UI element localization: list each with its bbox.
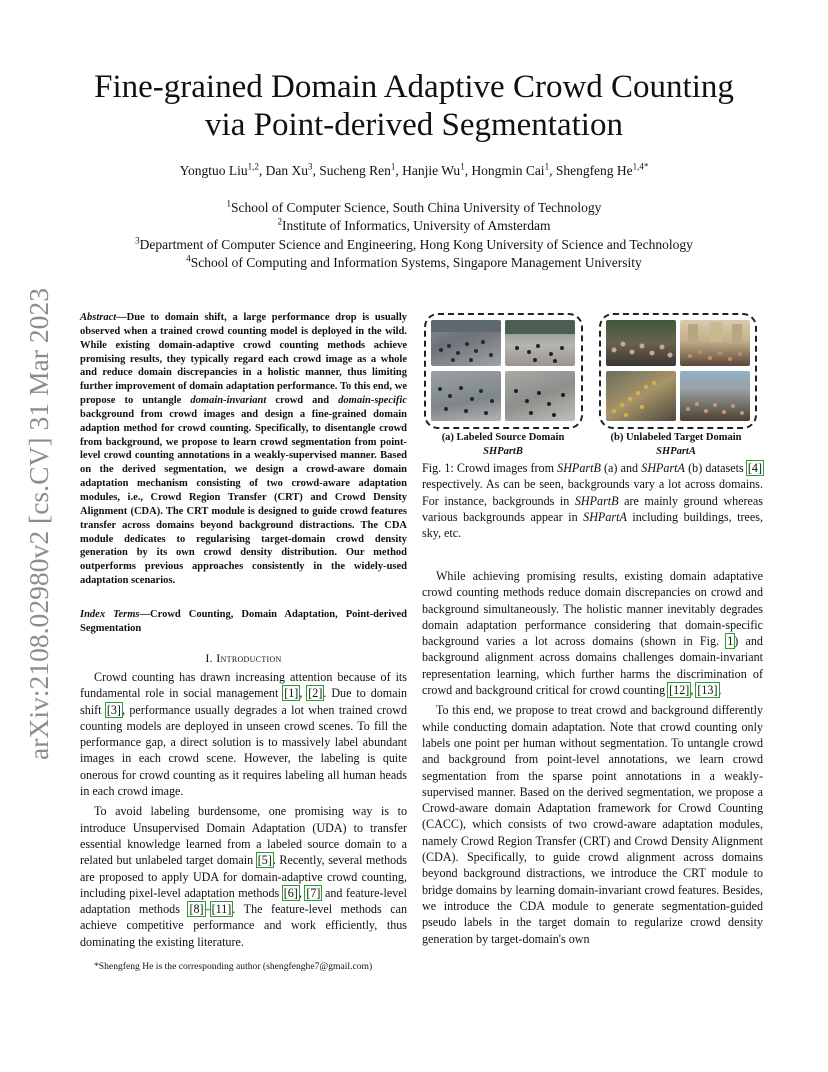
author: Sucheng Ren$^1$, bbox=[319, 161, 403, 178]
intro-left-column bbox=[80, 669, 407, 954]
crowd-image bbox=[505, 371, 575, 421]
title-line-1: Fine-grained Domain Adaptive Crowd Counting bbox=[94, 69, 734, 105]
citation-link[interactable]: [5] bbox=[257, 853, 272, 868]
figure-1 bbox=[422, 313, 763, 463]
section-heading-introduction: I. Introduction bbox=[205, 651, 282, 665]
crowd-image bbox=[680, 371, 750, 421]
index-terms: Index Terms—Crowd Counting, Domain Adaptation, Point-derived Segmentation bbox=[80, 609, 407, 634]
affiliation: $^3$Department of Computer Science and Engineering, Hong Kong University of Science and Technology bbox=[135, 235, 693, 252]
citation-link[interactable]: [1] bbox=[284, 686, 299, 701]
abstract-lead: Abstract bbox=[80, 312, 117, 323]
crowd-image bbox=[606, 320, 676, 366]
abstract: Abstract—Due to domain shift, a large performance drop is usually observed when a trained crowd counting model is deployed in the wild. While existing domain-adaptive crowd counting methods achieve promising results, they typically regard each crowd image as a whole and reduce domain discrepancies in a holistic manner, thus limiting further improvement of domain adaptation performance. To this end, we propose to untangle domain-invariant crowd and domain-specific background from crowd images and design a fine-grained domain adaption method for crowd counting. Specifically, to disentangle crowd from background, we propose to learn crowd segmentation from point-level crowd counting annotations in a weakly-supervised manner. Based on the derived segmentation, we design a crowd-aware domain adaptation mechanism consisting of two crowd-aware adaptation modules, i.e., Crowd Region Transfer (CRT) and Crowd Density Alignment (CDA). The CRT module is designed to guide crowd features transfer across domains beyond background distractions. The CDA module dedicates to regularising target-domain crowd density generation by its own crowd density distribution. Our method outperforms previous approaches consistently in the widely-used adaptation scenarios. bbox=[80, 312, 407, 587]
crowd-image bbox=[606, 371, 676, 421]
crowd-image bbox=[505, 320, 575, 366]
author-list bbox=[40, 162, 788, 180]
citation-link[interactable]: [2] bbox=[308, 686, 323, 701]
title-line-2: via Point-derived Segmentation bbox=[205, 107, 623, 143]
paragraph: To avoid labeling burdensome, one promising way is to introduce Unsupervised Domain Adaptation (UDA) to transfer essential knowledge learned from a labeled source domain to a related but unlabeled target domain [5]. Recently, several methods are proposed to apply UDA for domain-adaptive crowd counting, including pixel-level adaptation methods [6], [7] and feature-level adaptation methods [8]–[11]. The feature-level methods can achieve competitive performance and work efficiently, thus dominating the existing literature. bbox=[80, 804, 408, 949]
figure-link[interactable]: 1 bbox=[727, 634, 734, 649]
crowd-image bbox=[431, 371, 501, 421]
citation-link[interactable]: [13] bbox=[697, 683, 718, 698]
affiliation-list bbox=[40, 199, 788, 272]
arxiv-identifier[interactable] bbox=[18, 284, 58, 764]
affiliation: $^4$School of Computing and Information Systems, Singapore Management University bbox=[186, 253, 642, 270]
source-domain-image-group bbox=[424, 313, 583, 429]
target-domain-image-group bbox=[599, 313, 757, 429]
citation-link[interactable]: [11] bbox=[211, 902, 232, 917]
crowd-image bbox=[680, 320, 750, 366]
citation-link[interactable]: [6] bbox=[283, 885, 298, 900]
affiliation: $^2$Institute of Informatics, University of Amsterdam bbox=[277, 216, 551, 234]
intro-right-column bbox=[422, 568, 763, 951]
subfigure-caption-a: (a) Labeled Source Domain SHPartB bbox=[441, 432, 565, 457]
paragraph: While achieving promising results, existing domain adaptative crowd counting methods reduce domain discrepancies on crowd and background simultaneously. The holistic manner inevitably degrades domain adaptation performance considering that domain-specific background varies a lot across domains (shown in Fig. 1) and background alignment across domains challenges domain-invariant representation learning, which further harms the discrimination of crowd and background critical for crowd counting [12], [13]. bbox=[422, 569, 763, 698]
citation-link[interactable]: [4] bbox=[747, 461, 762, 475]
index-terms-lead: Index Terms bbox=[80, 609, 140, 620]
affiliation: $^1$School of Computer Science, South China University of Technology bbox=[226, 198, 602, 215]
citation-link[interactable]: [3] bbox=[106, 702, 121, 717]
paragraph: To this end, we propose to treat crowd and background differently while conducting domain adaptation. Note that crowd counting only labels one point per human without segmentation. To untangle crowd and background from point-level annotations, we learn crowd segmentation from the sparse point annotations in a weakly-supervised manner. Based on the derived segmentation, we propose a Crowd-aware domain Adaptation framework for Crowd Counting (CACC), which consists of two crowd-aware adaptation modules, namely Crowd Region Transfer (CRT) and Crowd Density Alignment (CDA). Specifically, to guide crowd alignment across domains beyond background distractions, we introduce the CRT module to bridge domains by learning domain-invariant crowd features. Besides, we introduce the CDA module to generate segmentation-guided pseudo labels in the target domain to regularize crowd density generation by target-domain's own bbox=[422, 703, 763, 946]
paper-title bbox=[40, 68, 788, 144]
figure-1-caption: Fig. 1: Crowd images from SHPartB (a) and SHPartA (b) datasets [4] respectively. As can be seen, backgrounds vary a lot across domains. For instance, backgrounds in SHPartB are mainly ground whereas various backgrounds appear in SHPartA including buildings, trees, sky, etc. bbox=[422, 461, 763, 541]
author: Hongmin Cai$^1$, bbox=[471, 161, 556, 178]
crowd-image bbox=[431, 320, 501, 366]
citation-link[interactable]: [7] bbox=[306, 885, 321, 900]
footnote: *Shengfeng He is the corresponding author (shengfenghe7@gmail.com) bbox=[94, 961, 373, 972]
citation-link[interactable]: [12] bbox=[669, 683, 690, 698]
arxiv-id-text: arXiv:2108.02980v2 [cs.CV] 31 Mar 2023 bbox=[23, 289, 54, 760]
author: Dan Xu$^3$, bbox=[265, 161, 320, 178]
author: Yongtuo Liu$^{1,2}$, bbox=[179, 161, 266, 178]
paragraph: Crowd counting has drawn increasing attention because of its fundamental role in social management [1], [2]. Due to domain shift [3], performance usually degrades a lot when trained crowd counting models are deployed in unseen crowd scenes. To fill the performance gap, a direct solution is to massively label abundant images in each crowd scene. However, the labeling is quite onerous for crowd counting as it requires labeling all human heads in each crowd image. bbox=[80, 670, 407, 799]
subfigure-caption-b: (b) Unlabeled Target Domain SHPartA bbox=[610, 432, 742, 457]
citation-link[interactable]: [8] bbox=[189, 902, 204, 917]
author: Shengfeng $He^{1,4*}$ bbox=[555, 161, 649, 178]
author: Hanjie Wu$^1$, bbox=[402, 161, 472, 178]
